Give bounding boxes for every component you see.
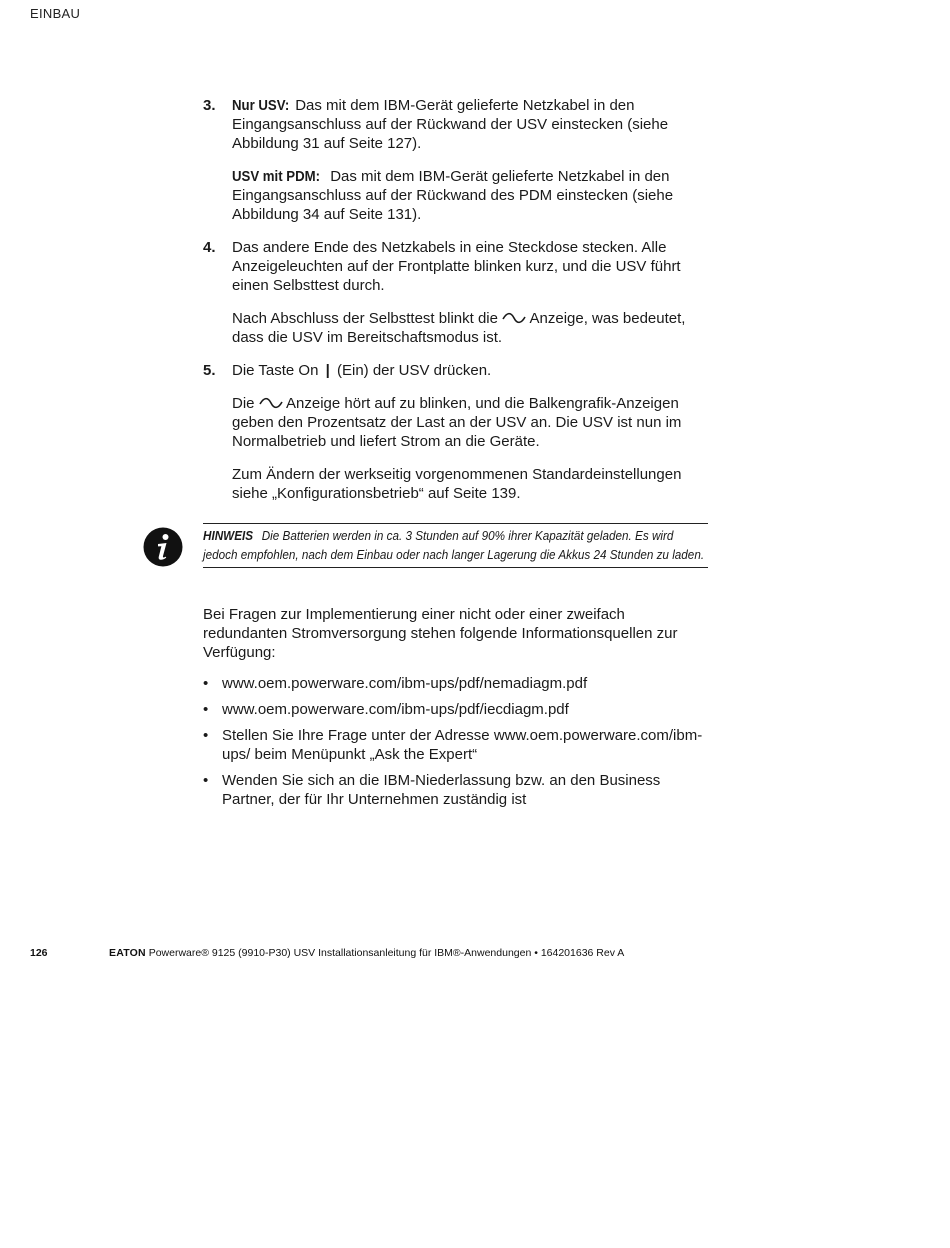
note-label: HINWEIS bbox=[203, 528, 254, 543]
bullet-symbol: • bbox=[203, 727, 209, 744]
paragraph-text: Anzeige hört auf zu blinken, und die Balkengrafik-Anzeigen geben den Prozentsatz der Last an der USV an. Die USV ist nun im Normalbetrieb und liefert Strom an die Geräte. bbox=[232, 395, 682, 450]
step-paragraph bbox=[232, 361, 708, 380]
list-item-text: Stellen Sie Ihre Frage unter der Adresse www.oem.powerware.com/ibm-ups/ beim Menüpunkt „Ask the Expert“ bbox=[222, 727, 703, 763]
list-item bbox=[203, 700, 713, 719]
paragraph-text: Das mit dem IBM-Gerät gelieferte Netzkabel in den Eingangsanschluss auf der Rückwand des PDM einstecken (siehe Abbildung 34 auf Seite 131). bbox=[232, 168, 674, 223]
resources-section bbox=[203, 605, 713, 816]
step-paragraph bbox=[232, 309, 708, 347]
step-5 bbox=[203, 361, 708, 503]
step-number: 3. bbox=[203, 97, 216, 114]
paragraph-text: Die Taste On bbox=[232, 362, 319, 379]
list-item bbox=[203, 771, 713, 809]
paragraph-lead: USV mit PDM: bbox=[232, 168, 321, 185]
step-paragraph bbox=[232, 465, 708, 503]
list-item bbox=[203, 726, 713, 764]
step-3 bbox=[203, 96, 708, 224]
list-item-text: Wenden Sie sich an die IBM-Niederlassung bzw. an den Business Partner, der für Ihr Unternehmen zuständig ist bbox=[222, 772, 661, 808]
bullet-symbol: • bbox=[203, 701, 209, 718]
paragraph-text: Nach Abschluss der Selbsttest blinkt die bbox=[232, 310, 498, 327]
bullet-symbol: • bbox=[203, 772, 209, 789]
paragraph-text: Das mit dem IBM-Gerät gelieferte Netzkabel in den Eingangsanschluss auf der Rückwand der USV einstecken (siehe Abbildung 31 auf Seite 127). bbox=[232, 97, 669, 152]
note-box bbox=[203, 523, 708, 568]
paragraph-text: Zum Ändern der werkseitig vorgenommenen Standardeinstellungen siehe „Konfigurationsbetrieb“ auf Seite 139. bbox=[232, 466, 682, 502]
paragraph-lead: Nur USV: bbox=[232, 97, 290, 114]
paragraph-text: Anzeige, was bedeutet, dass die USV im Bereitschaftsmodus ist. bbox=[232, 310, 686, 346]
step-paragraph bbox=[232, 96, 708, 153]
step-paragraph bbox=[232, 167, 708, 224]
paragraph-text: Das andere Ende des Netzkabels in eine Steckdose stecken. Alle Anzeigeleuchten auf der Frontplatte blinken kurz, und die USV führt einen Selbsttest durch. bbox=[232, 239, 681, 294]
list-item-text: www.oem.powerware.com/ibm-ups/pdf/iecdiagm.pdf bbox=[222, 701, 569, 718]
step-list bbox=[203, 96, 708, 517]
step-number: 4. bbox=[203, 239, 216, 256]
step-4 bbox=[203, 238, 708, 347]
paragraph-text: (Ein) der USV drücken. bbox=[336, 362, 492, 379]
sine-wave-icon bbox=[502, 312, 526, 324]
on-key-symbol: | bbox=[325, 362, 330, 379]
info-icon bbox=[143, 527, 183, 567]
resource-list bbox=[203, 674, 713, 809]
intro-paragraph: Bei Fragen zur Implementierung einer nicht oder einer zweifach redundanten Stromversorgung stehen folgende Informationsquellen zur Verfügung: bbox=[203, 606, 678, 661]
footer-title: Powerware® 9125 (9910-P30) USV Installationsanleitung für IBM®-Anwendungen • 164201636 Rev A bbox=[148, 947, 625, 959]
step-number: 5. bbox=[203, 362, 216, 379]
sine-wave-icon bbox=[259, 397, 283, 409]
paragraph-text: Die bbox=[232, 395, 255, 412]
page-number: 126 bbox=[30, 947, 48, 959]
note-text: Die Batterien werden in ca. 3 Stunden auf 90% ihrer Kapazität geladen. Es wird jedoch empfohlen, nach dem Einbau oder nach langer Lagerung die Akkus 24 Stunden zu laden. bbox=[203, 528, 705, 562]
list-item bbox=[203, 674, 713, 693]
section-header: EINBAU bbox=[30, 6, 81, 21]
bullet-symbol: • bbox=[203, 675, 209, 692]
step-paragraph bbox=[232, 238, 708, 295]
brand-name: EATON bbox=[109, 947, 146, 959]
footer-text bbox=[109, 947, 624, 959]
list-item-text: www.oem.powerware.com/ibm-ups/pdf/nemadiagm.pdf bbox=[222, 675, 588, 692]
step-paragraph bbox=[232, 394, 708, 451]
